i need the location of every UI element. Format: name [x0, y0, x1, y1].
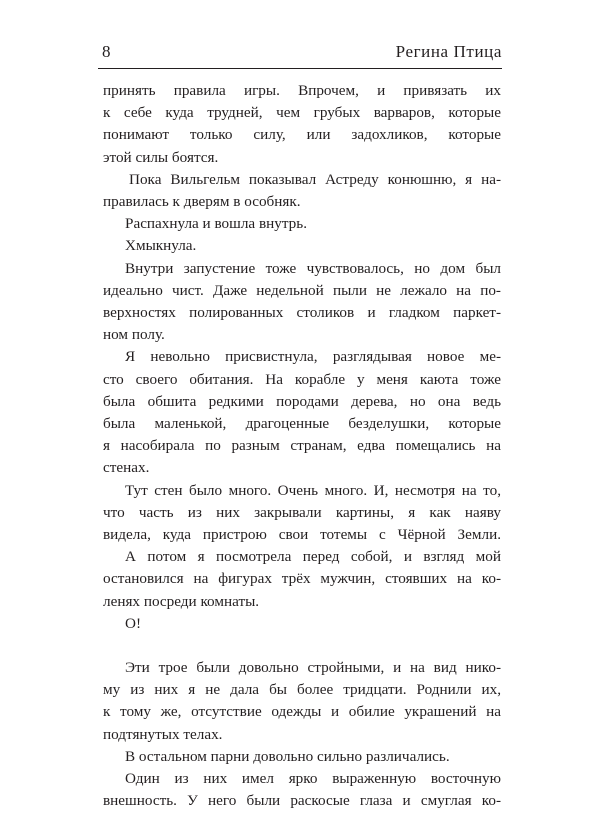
text-line: внешность. У него были раскосые глаза и смуглая ко-	[103, 792, 501, 810]
text-line: А потом я посмотрела перед собой, и взгляд мой	[125, 548, 501, 566]
text-line: О!	[125, 614, 142, 632]
text-line: к себе куда трудней, чем грубых варваров, которые	[103, 104, 501, 122]
text-line: сто своего обитания. На корабле у меня каюта тоже	[103, 370, 501, 388]
text-line: этой силы боятся.	[103, 148, 219, 166]
text-line: Тут стен было много. Очень много. И, несмотря на то,	[125, 481, 501, 499]
text-line: верхностях полированных столиков и гладком паркет-	[103, 304, 501, 322]
text-line: понимают только силу, или задохликов, которые	[103, 126, 501, 144]
text-line: Пока Вильгельм показывал Астреду конюшню, я на-	[129, 170, 501, 188]
paragraph-gap	[103, 635, 501, 657]
text-line: Распахнула и вошла внутрь.	[125, 215, 307, 233]
text-line: подтянутых телах.	[103, 725, 223, 743]
text-line: видела, куда пристрою свои тотемы с Чёрной Земли.	[103, 526, 501, 544]
text-line: принять правила игры. Впрочем, и привязать их	[103, 82, 501, 99]
text-line: была обшита редкими породами дерева, но она ведь	[103, 392, 501, 410]
text-line: Я невольно присвистнула, разглядывая новое ме-	[125, 348, 501, 366]
text-line: ленях посреди комнаты.	[103, 592, 260, 610]
text-line: к тому же, отсутствие одежды и обилие украшений на	[103, 703, 501, 721]
text-line: му из них я не дала бы более тридцати. Роднили их,	[103, 681, 501, 699]
page-number: 8	[102, 42, 111, 61]
text-line: В остальном парни довольно сильно различались.	[125, 747, 450, 765]
text-line: Один из них имел ярко выраженную восточную	[125, 770, 501, 788]
text-line: остановился на фигурах трёх мужчин, стоявших на ко-	[103, 570, 501, 588]
running-title: Регина Птица	[395, 42, 502, 61]
page-header	[98, 40, 502, 69]
text-line: Хмыкнула.	[125, 237, 197, 255]
text-line: ном полу.	[103, 326, 165, 344]
text-line: правилась к дверям в особняк.	[103, 193, 301, 211]
text-line: была маленькой, драгоценные безделушки, которые	[103, 415, 501, 433]
text-line: Эти трое были довольно стройными, и на вид нико-	[125, 659, 501, 677]
text-line: что часть из них закрывали картины, я как наяву	[103, 503, 501, 521]
text-line: идеально чист. Даже недельной пыли не лежало на по-	[103, 281, 501, 299]
body-text	[103, 80, 501, 813]
text-line: Внутри запустение тоже чувствовалось, но дом был	[125, 259, 501, 277]
text-line: я насобирала по разным странам, едва помещались на	[103, 437, 501, 455]
text-line: стенах.	[103, 459, 150, 477]
